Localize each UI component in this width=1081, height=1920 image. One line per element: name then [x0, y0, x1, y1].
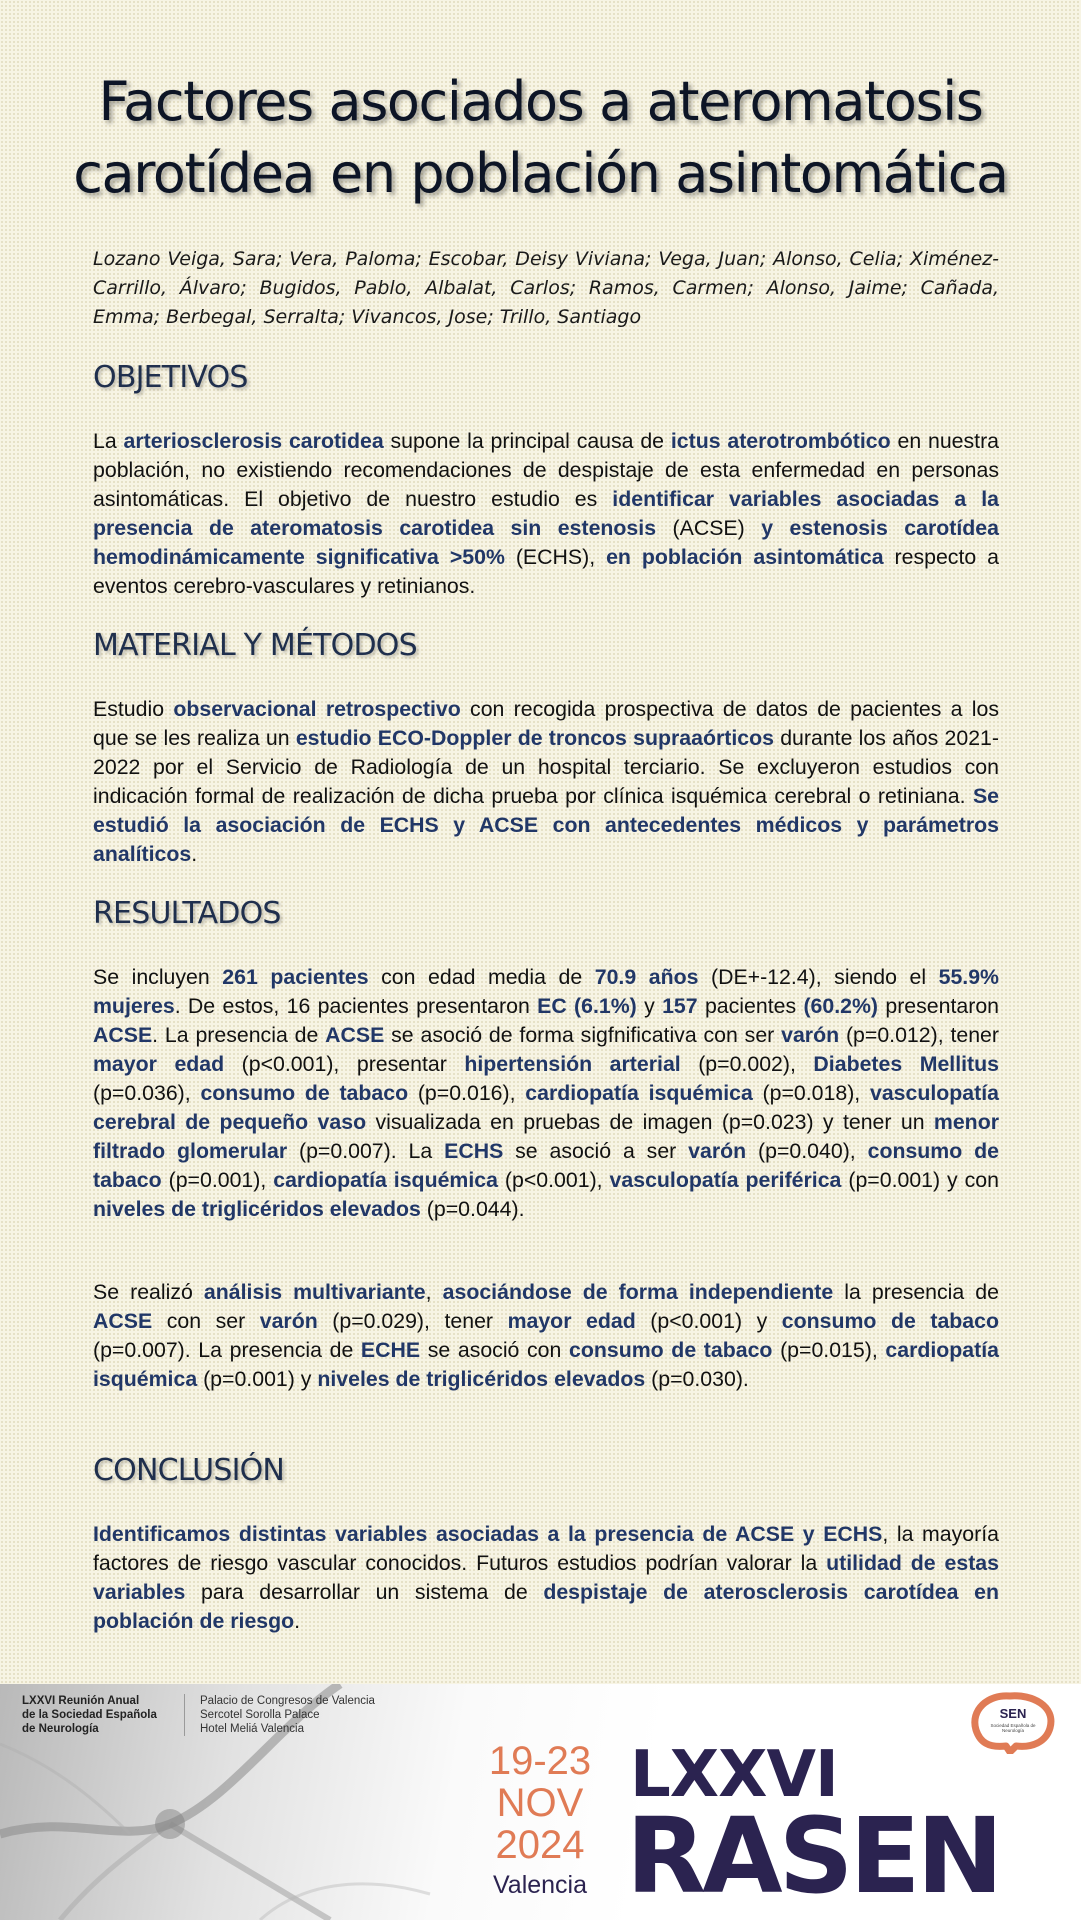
highlight-term: Se estudió la asociación de ECHS y ACSE con antecedentes médicos y parámetros analíticos — [93, 784, 999, 866]
highlight-term: despistaje de aterosclerosis carotídea en población de riesgo — [93, 1580, 999, 1633]
highlight-term: cardiopatía isquémica — [93, 1338, 999, 1391]
meeting-name: LXXVI Reunión Anual de la Sociedad Española de Neurología — [22, 1695, 157, 1735]
highlight-term: consumo de tabaco — [569, 1338, 773, 1362]
highlight-term: análisis multivariante — [203, 1280, 426, 1304]
highlight-term: Identificamos distintas variables asociadas a la presencia de ACSE y ECHS — [93, 1522, 883, 1546]
edition-number: LXXVI — [630, 1738, 838, 1812]
event-month: NOV — [496, 1781, 584, 1825]
brand-name: RASEN — [626, 1795, 1000, 1917]
highlight-term: observacional retrospectivo — [173, 697, 461, 721]
sen-logo-text: SEN — [999, 1706, 1027, 1721]
highlight-term: mayor edad — [507, 1309, 636, 1333]
highlight-term: ACSE — [93, 1309, 153, 1333]
highlight-term: identificar variables asociadas a la presencia de ateromatosis carotidea sin estenosis — [93, 487, 999, 540]
highlight-term: vasculopatía cerebral de pequeño vaso — [93, 1081, 999, 1134]
event-city: Valencia — [492, 1871, 588, 1899]
highlight-term: menor filtrado glomerular — [93, 1110, 999, 1163]
highlight-term: hipertensión arterial — [464, 1052, 681, 1076]
sen-logo-icon — [966, 1690, 1058, 1754]
highlight-term: 55.9% mujeres — [93, 965, 999, 1018]
highlight-term: consumo de tabaco — [93, 1139, 999, 1192]
authors-list: Lozano Veiga, Sara; Vera, Paloma; Escobar, Deisy Viviana; Vega, Juan; Alonso, Celia; Ximénez-Carrillo, Álvaro; Bugidos, Pablo, Albalat, Carlos; Ramos, Carmen; Alonso, Jaime; Cañada, Emma; Berbegal, Serralta; Vivancos, Jose; Trillo, Santiago — [93, 248, 999, 328]
highlight-term: cardiopatía isquémica — [525, 1081, 753, 1105]
highlight-term: 261 pacientes — [222, 965, 369, 989]
resultados-text: Se incluyen 261 pacientes con edad media de 70.9 años (DE+-12.4), siendo el 55.9% mujeres. De estos, 16 pacientes presentaron EC (6.1%) y 157 pacientes (60.2%) presentaron ACSE. La presencia de ACSE se asoció de forma sigfnificativa con ser varón (p=0.012), tener mayor edad (p<0.001), presentar hipertensión arterial (p=0.002), Diabetes Mellitus (p=0.036), consumo de tabaco (p=0.016), cardiopatía isquémica (p=0.018), vasculopatía cerebral de pequeño vaso visualizada en pruebas de imagen (p=0.023) y tener un menor filtrado glomerular (p=0.007). La ECHS se asoció a ser varón (p=0.040), consumo de tabaco (p=0.001), cardiopatía isquémica (p<0.001), vasculopatía periférica (p=0.001) y con niveles de triglicéridos elevados (p=0.044). — [93, 965, 1000, 1221]
sen-logo-subtext: Sociedad Española de Neurología — [990, 1723, 1036, 1733]
event-days: 19-23 — [488, 1739, 592, 1783]
highlight-term: Diabetes Mellitus — [813, 1052, 999, 1076]
highlight-term: estudio ECO-Doppler de troncos supraaórticos — [295, 726, 774, 750]
highlight-term: mayor edad — [93, 1052, 225, 1076]
footer-divider — [184, 1694, 185, 1736]
highlight-term: cardiopatía isquémica — [273, 1168, 498, 1192]
event-dates — [474, 1740, 606, 1866]
highlight-term: varón — [259, 1309, 318, 1333]
highlight-term: y estenosis carotídea hemodinámicamente significativa >50% — [93, 516, 999, 569]
highlight-term: consumo de tabaco — [781, 1309, 999, 1333]
material-text: Estudio observacional retrospectivo con recogida prospectiva de datos de pacientes a los que se les realiza un estudio ECO-Doppler de troncos supraaórticos durante los años 2021-2022 por el Servicio de Radiología de un hospital terciario. Se excluyeron estudios con indicación formal de realización de dicha prueba por clínica isquémica cerebral o retiniana. Se estudió la asociación de ECHS y ACSE con antecedentes médicos y parámetros analíticos. — [93, 697, 999, 866]
resultados-multivariante-text: Se realizó análisis multivariante, asociándose de forma independiente la presencia de ACSE con ser varón (p=0.029), tener mayor edad (p<0.001) y consumo de tabaco (p=0.007). La presencia de ECHE se asoció con consumo de tabaco (p=0.015), cardiopatía isquémica (p=0.001) y niveles de triglicéridos elevados (p=0.030). — [93, 1280, 999, 1391]
highlight-term: niveles de triglicéridos elevados — [93, 1197, 421, 1221]
highlight-term: ECHE — [360, 1338, 421, 1362]
highlight-term: 70.9 años — [594, 965, 699, 989]
highlight-term: ECHS — [444, 1139, 504, 1163]
objetivos-text: La arteriosclerosis carotidea supone la principal causa de ictus aterotrombótico en nuestra población, no existiendo recomendaciones de despistaje de esta enfermedad en personas asintomáticas. El objetivo de nuestro estudio es identificar variables asociadas a la presencia de ateromatosis carotidea sin estenosis (ACSE) y estenosis carotídea hemodinámicamente significativa >50% (ECHS), en población asintomática respecto a eventos cerebro-vasculares y retinianos. — [93, 429, 1000, 598]
event-year: 2024 — [495, 1823, 585, 1867]
venue-list: Palacio de Congresos de Valencia Sercotel Sorolla Palace Hotel Meliá Valencia — [200, 1695, 375, 1735]
highlight-term: ACSE — [325, 1023, 385, 1047]
poster-title: Factores asociados a ateromatosis carotídea en población asintomática — [73, 70, 1008, 205]
conclusion-text: Identificamos distintas variables asociadas a la presencia de ACSE y ECHS, la mayoría factores de riesgo vascular conocidos. Futuros estudios podrían valorar la utilidad de estas variables para desarrollar un sistema de despistaje de aterosclerosis carotídea en población de riesgo. — [93, 1522, 999, 1633]
heading-conclusion: CONCLUSIÓN — [93, 1453, 285, 1488]
highlight-term: varón — [781, 1023, 840, 1047]
highlight-term: vasculopatía periférica — [609, 1168, 842, 1192]
heading-objetivos: OBJETIVOS — [93, 360, 248, 395]
highlight-term: en población asintomática — [606, 545, 884, 569]
highlight-term: ACSE — [93, 1023, 153, 1047]
highlight-term: varón — [688, 1139, 747, 1163]
highlight-term: ictus aterotrombótico — [670, 429, 891, 453]
highlight-term: utilidad de estas variables — [93, 1551, 999, 1604]
heading-resultados: RESULTADOS — [93, 896, 281, 931]
highlight-term: consumo de tabaco — [200, 1081, 409, 1105]
highlight-term: niveles de triglicéridos elevados — [317, 1367, 646, 1391]
highlight-term: 157 — [662, 994, 698, 1018]
highlight-term: (60.2%) — [803, 994, 879, 1018]
heading-material: MATERIAL Y MÉTODOS — [93, 628, 417, 663]
highlight-term: arteriosclerosis carotidea — [123, 429, 384, 453]
highlight-term: asociándose de forma independiente — [442, 1280, 834, 1304]
congress-banner — [0, 1684, 1081, 1920]
highlight-term: EC (6.1%) — [537, 994, 637, 1018]
